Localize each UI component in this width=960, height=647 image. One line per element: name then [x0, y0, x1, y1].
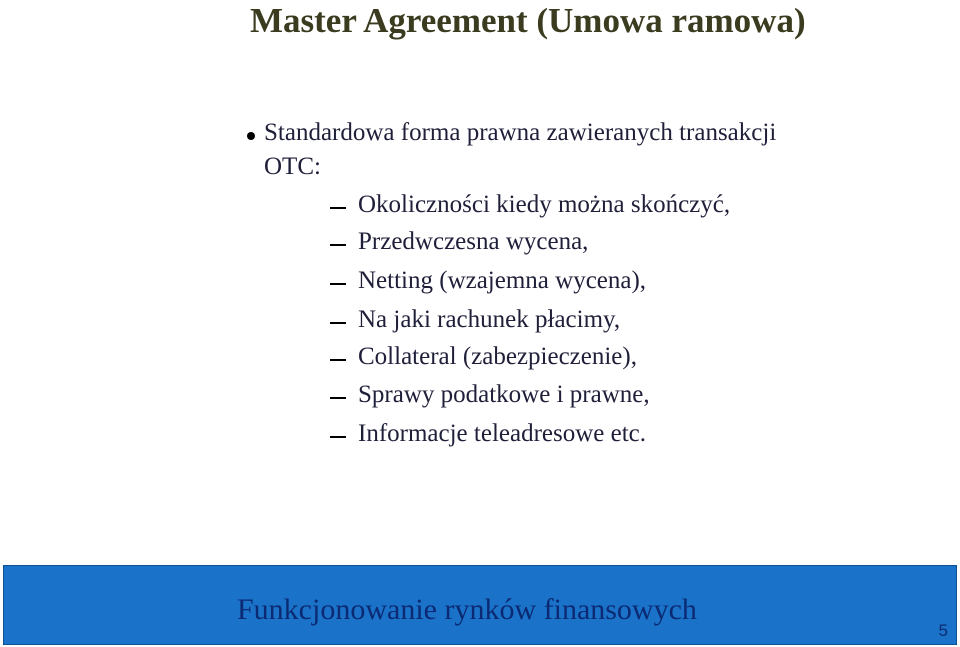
main-bullet-line-1: Standardowa forma prawna zawieranych transakcji [264, 119, 777, 146]
sub-bullet-text: Sprawy podatkowe i prawne, [358, 381, 650, 408]
dash-icon [330, 283, 346, 285]
main-bullet-line-2: OTC: [264, 153, 321, 180]
dash-icon [330, 322, 346, 324]
page-number: 5 [938, 621, 948, 640]
slide-title: Master Agreement (Umowa ramowa) [250, 1, 806, 40]
bullet-dot-icon [247, 132, 255, 140]
sub-bullet-text: Netting (wzajemna wycena), [358, 267, 647, 294]
footer-bar [3, 565, 957, 645]
dash-icon [330, 397, 346, 399]
main-bullet-text [264, 116, 864, 184]
dash-icon [330, 436, 346, 438]
sub-bullet-text: Okoliczności kiedy można skończyć, [358, 191, 731, 218]
dash-icon [330, 244, 346, 246]
sub-bullet-text: Informacje teleadresowe etc. [358, 420, 647, 447]
dash-icon [330, 207, 346, 209]
sub-bullet-text: Przedwczesna wycena, [358, 228, 589, 255]
dash-icon [330, 359, 346, 361]
sub-bullet-text: Na jaki rachunek płacimy, [358, 306, 621, 333]
footer-text: Funkcjonowanie rynków finansowych [237, 593, 697, 626]
sub-bullet-text: Collateral (zabezpieczenie), [358, 343, 637, 370]
